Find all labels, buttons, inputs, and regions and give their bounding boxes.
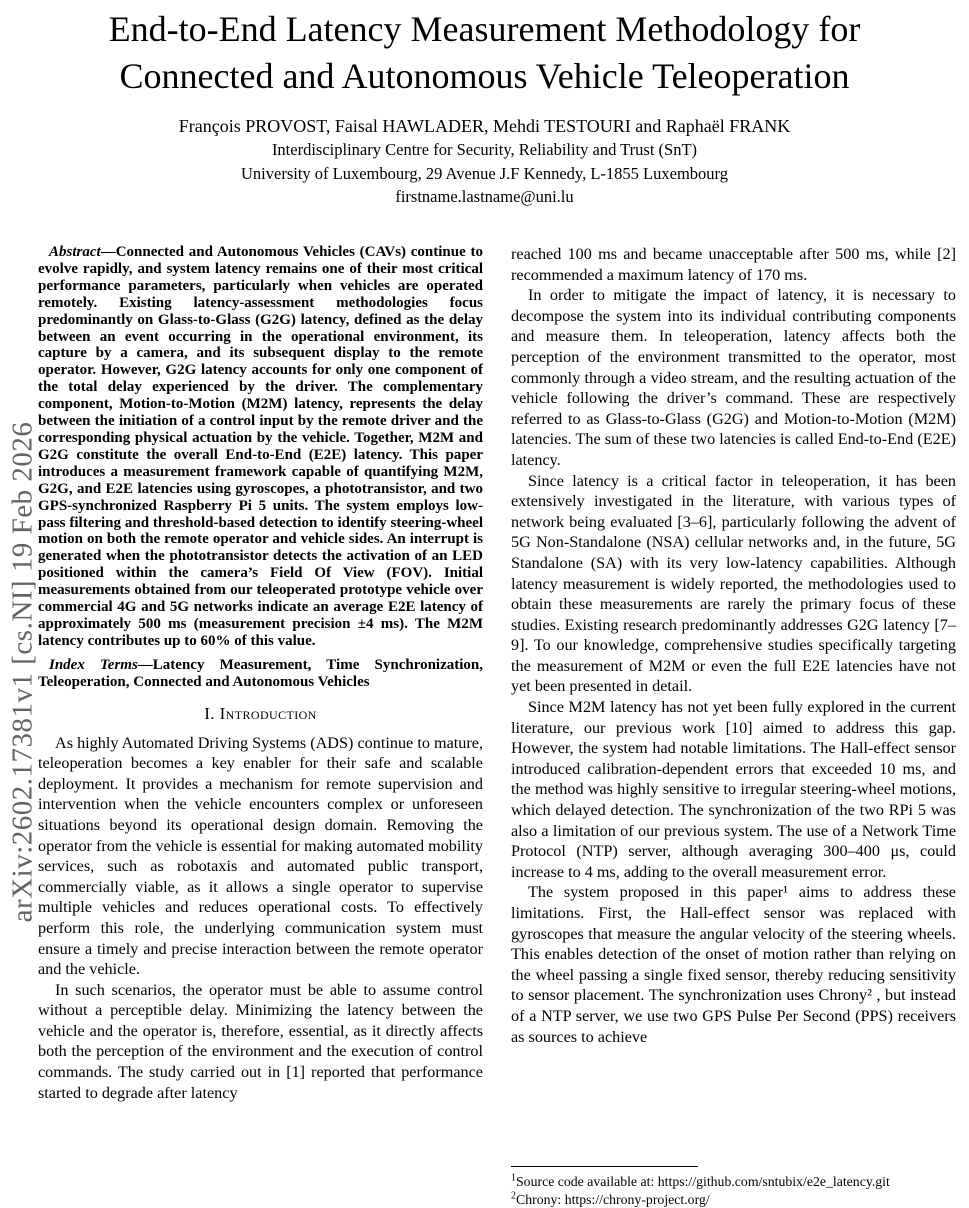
footnote-link-chrony[interactable]: https://chrony-project.org/ (565, 1192, 710, 1207)
index-terms (38, 657, 483, 691)
footnote-rule (511, 1166, 698, 1167)
footnote-link-source-code[interactable]: https://github.com/sntubix/e2e_latency.git (658, 1174, 890, 1189)
left-column (38, 244, 483, 1103)
affiliation-line1: Interdisciplinary Centre for Security, Reliability and Trust (SnT) (0, 139, 969, 161)
footnote-source-code (511, 1173, 957, 1191)
intro-paragraph-1: As highly Automated Driving Systems (ADS) continue to mature, teleoperation becomes a key enabler for their safe and scalable deployment. It provides a mechanism for remote supervision and intervention when the vehicle encounters complex or unforeseen situations beyond its operational design domain. Removing the operator from the vehicle is essential for making automated mobility services, such as robotaxis and automated public transport, commercially viable, as it allows a single operator to supervise multiple vehicles and reduces operational costs. To effectively perform this role, the underlying communication system must ensure a timely and precise interaction between the remote operator and the vehicle. (38, 733, 483, 980)
section-heading-introduction: I. Introduction (38, 704, 483, 724)
paper-title (0, 6, 969, 100)
index-terms-label: Index Terms (49, 657, 138, 673)
footnote-marker-2: 2 (511, 1190, 516, 1201)
body-paragraph-continuation: reached 100 ms and became unacceptable after 500 ms, while [2] recommended a maximum latency of 170 ms. (511, 244, 956, 285)
authors-line: François PROVOST, Faisal HAWLADER, Mehdi TESTOURI and Raphaël FRANK (0, 116, 969, 137)
abstract-label: Abstract (49, 244, 101, 260)
body-paragraph-literature: Since latency is a critical factor in teleoperation, it has been extensively investigated in the literature, with various types of network being evaluated [3–6], particularly following the advent of 5G Non-Standalone (NSA) cellular networks and, in the future, 5G Standalone (SA) with its very low-latency capabilities. Although latency measurement is widely reported, the methodologies used to obtain these measurements are rarely the primary focus of these studies. Existing research predominantly addresses G2G latency [7–9]. To our knowledge, comprehensive studies specifically targeting the measurement of M2M or even the full E2E latencies have not yet been presented in detail. (511, 471, 956, 698)
footnote-marker-1: 1 (511, 1172, 516, 1183)
abstract-text: —Connected and Autonomous Vehicles (CAVs) continue to evolve rapidly, and system latency remains one of their most critical performance parameters, particularly when vehicles are operated remotely. Existing latency-assessment methodologies focus predominantly on Glass-to-Glass (G2G) latency, defined as the delay between an event occurring in the operational environment, its capture by a camera, and its subsequent display to the remote operator. However, G2G latency accounts for only one component of the total delay experienced by the driver. The complementary component, Motion-to-Motion (M2M) latency, represents the delay between the initiation of a control input by the remote driver and the corresponding physical actuation by the vehicle. Together, M2M and G2G constitute the overall End-to-End (E2E) latency. This paper introduces a measurement framework capable of quantifying M2M, G2G, and E2E latencies using gyroscopes, a phototransistor, and two GPS-synchronized Raspberry Pi 5 units. The system employs low-pass filtering and threshold-based detection to identify steering-wheel motion on both the remote operator and vehicle sides. An interrupt is generated when the phototransistor detects the activation of an LED positioned within the camera’s Field Of View (FOV). Initial measurements obtained from our teleoperated prototype vehicle over commercial 4G and 5G networks indicate an average E2E latency of approximately 500 ms (measurement precision ±4 ms). The M2M latency contributes up to 60% of this value. (38, 244, 483, 649)
footnotes (511, 1166, 957, 1208)
footnote-text-1: Source code available at: (516, 1174, 658, 1189)
intro-paragraph-2: In such scenarios, the operator must be able to assume control without a perceptible delay. Minimizing the latency between the vehicle and the operator is, therefore, essential, as it directly affects both the perception of the environment and the execution of control commands. The study carried out in [1] reported that performance started to degrade after latency (38, 980, 483, 1104)
body-paragraph-previous-work: Since M2M latency has not yet been fully explored in the current literature, our previous work [10] aimed to address this gap. However, the system had notable limitations. The Hall-effect sensor introduced calibration-dependent errors that exceeded 10 ms, and the method was highly sensitive to irregular steering-wheel motions, which delayed detection. The synchronization of the two RPi 5 was also a limitation of our previous system. The use of a Network Time Protocol (NTP) server, although averaging 300–400 μs, could increase to 4 ms, adding to the overall measurement error. (511, 697, 956, 882)
two-column-body (38, 244, 956, 1103)
abstract (38, 244, 483, 650)
right-column (511, 244, 956, 1103)
paper-title-line1: End-to-End Latency Measurement Methodology for (109, 9, 861, 49)
affiliation-line2: University of Luxembourg, 29 Avenue J.F Kennedy, L-1855 Luxembourg (0, 163, 969, 185)
footnote-chrony (511, 1191, 957, 1208)
footnote-text-2: Chrony: (516, 1192, 565, 1207)
index-terms-text: —Latency Measurement, Time Synchronization, Teleoperation, Connected and Autonomous Vehicles (38, 657, 483, 690)
arxiv-watermark: arXiv:2602.17381v1 [cs.NI] 19 Feb 2026 (7, 422, 40, 923)
paper-title-line2: Connected and Autonomous Vehicle Teleoperation (120, 56, 850, 96)
body-paragraph-proposed-system: The system proposed in this paper¹ aims to address these limitations. First, the Hall-effect sensor was replaced with gyroscopes that measure the angular velocity of the steering wheels. This enables detection of the onset of motion rather than relying on the wheel passing a single fixed sensor, thereby reducing sensitivity to sensor placement. The synchronization uses Chrony² , but instead of a NTP server, we use two GPS Pulse Per Second (PPS) receivers as sources to achieve (511, 882, 956, 1047)
contact-email: firstname.lastname@uni.lu (0, 187, 969, 207)
body-paragraph-latency-decomposition: In order to mitigate the impact of latency, it is necessary to decompose the system into its individual contributing components and measure them. In teleoperation, latency affects both the perception of the environment transmitted to the operator, most commonly through a video stream, and the resulting actuation of the vehicle following the driver’s command. These are respectively referred to as Glass-to-Glass (G2G) and Motion-to-Motion (M2M) latencies. The sum of these two latencies is called End-to-End (E2E) latency. (511, 285, 956, 470)
paper-header (0, 6, 969, 207)
